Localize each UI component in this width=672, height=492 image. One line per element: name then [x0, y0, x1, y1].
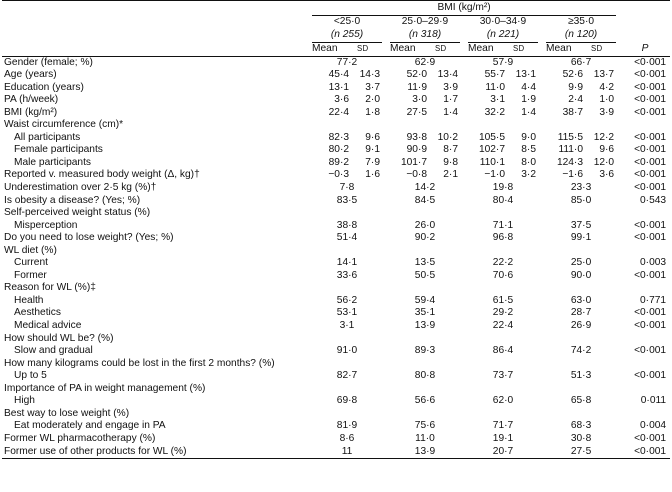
sd-cell: 7·9: [365, 156, 380, 168]
percent-cell: 11·0: [415, 432, 435, 444]
mean-cell: 11·0: [485, 81, 505, 93]
p-value-cell: 0·011: [640, 395, 667, 407]
percent-cell: 56·6: [414, 395, 436, 407]
mean-cell: −0·3: [328, 169, 349, 181]
table-row: [2, 94, 670, 107]
sd-cell: 1·0: [599, 94, 615, 106]
row-label: Current: [14, 257, 48, 269]
percent-cell: 59·4: [414, 294, 436, 306]
percent-cell: 82·7: [336, 370, 358, 382]
mean-cell: 32·2: [484, 106, 505, 118]
percent-cell: 11: [308, 446, 386, 459]
table-row: [2, 132, 670, 145]
table-row: [2, 107, 670, 120]
p-value-cell: <0·001: [634, 131, 667, 143]
percent-cell: 91·0: [336, 345, 358, 357]
table-row: [2, 446, 670, 459]
row-label: Medical advice: [14, 320, 82, 332]
mean-column-header: Mean: [386, 43, 431, 56]
percent-cell: 69·8: [336, 395, 358, 407]
sd-cell: 9·1: [365, 144, 380, 156]
percent-cell: 14·2: [414, 182, 436, 194]
sd-cell: 1·8: [365, 106, 380, 118]
row-label: WL diet (%): [4, 244, 57, 256]
p-value-cell: <0·001: [634, 345, 667, 357]
results-table: [2, 0, 670, 459]
percent-cell: 62·0: [492, 395, 514, 407]
mean-cell: 3·0: [412, 94, 427, 106]
row-label: High: [14, 395, 35, 407]
row-label: PA (h/week): [4, 94, 59, 106]
table-row: [2, 245, 670, 258]
sd-cell: 3·7: [365, 81, 380, 93]
sd-cell: 14·3: [359, 69, 380, 81]
percent-cell: 51·3: [570, 370, 592, 382]
bmi-group-header: [542, 16, 620, 43]
row-label: How many kilograms could be lost in the first 2 months? (%): [4, 357, 275, 369]
p-value-cell: <0·001: [634, 432, 667, 444]
row-label: Self-perceived weight status (%): [4, 207, 151, 219]
p-value-cell: <0·001: [634, 169, 667, 181]
mean-cell: 110·1: [479, 156, 505, 168]
mean-cell: 102·7: [478, 144, 505, 156]
table-row: [2, 157, 670, 170]
sd-cell: 13·4: [437, 69, 458, 81]
table-row: [2, 383, 670, 396]
percent-cell: 56·2: [336, 294, 358, 306]
percent-cell: 51·4: [336, 232, 358, 244]
table-row: [2, 270, 670, 283]
mean-cell: 52·0: [406, 69, 427, 81]
row-label: Eat moderately and engage in PA: [14, 420, 166, 432]
mean-cell: 11·9: [407, 81, 427, 93]
sd-cell: 3·9: [443, 81, 458, 93]
row-label: Age (years): [4, 69, 57, 81]
p-value-cell: <0·001: [634, 144, 667, 156]
sd-cell: 1·4: [521, 106, 536, 118]
row-label: Reported v. measured body weight (Δ, kg)†: [4, 169, 200, 181]
sd-cell: 4·4: [521, 81, 536, 93]
percent-cell: 26·9: [570, 320, 592, 332]
sd-cell: 3·9: [599, 106, 615, 118]
percent-cell: 85·0: [570, 194, 592, 206]
table-row: [2, 282, 670, 295]
p-value-cell: <0·001: [620, 446, 670, 459]
sd-cell: 8·5: [521, 144, 536, 156]
mean-cell: −1·6: [562, 169, 583, 181]
percent-cell: 13·9: [386, 446, 464, 459]
percent-cell: 19·8: [492, 182, 514, 194]
mean-cell: 80·2: [328, 144, 349, 156]
bmi-group-header: [308, 16, 386, 43]
sd-cell: 1·9: [521, 94, 536, 106]
p-value-cell: <0·001: [634, 94, 667, 106]
percent-cell: 84·5: [414, 194, 436, 206]
row-label: How should WL be? (%): [4, 332, 114, 344]
sd-column-header: SD: [353, 43, 386, 56]
percent-cell: 3·1: [339, 320, 355, 332]
percent-cell: 30·8: [570, 432, 592, 444]
table-row: [2, 182, 670, 195]
table-row: [2, 232, 670, 245]
row-label: Male participants: [14, 156, 92, 168]
mean-cell: 55·7: [484, 69, 505, 81]
table-row: [2, 257, 670, 270]
percent-cell: 90·2: [414, 232, 436, 244]
percent-cell: 90·0: [570, 269, 592, 281]
mean-cell: 124·3: [556, 156, 583, 168]
percent-cell: 29·2: [492, 307, 514, 319]
mean-cell: 105·5: [478, 131, 505, 143]
percent-cell: 61·5: [492, 294, 514, 306]
percent-cell: 86·4: [492, 345, 514, 357]
percent-cell: 68·3: [570, 420, 592, 432]
p-value-cell: 0·003: [640, 257, 667, 269]
mean-cell: 115·5: [557, 131, 583, 143]
table-row: [2, 69, 670, 82]
mean-cell: 45·4: [328, 69, 349, 81]
bmi-group-header: [464, 16, 542, 43]
p-value-cell: 0·543: [640, 194, 667, 206]
bmi-group-n: (n 318): [408, 28, 442, 40]
p-value-cell: 0·004: [640, 420, 667, 432]
percent-cell: 20·7: [464, 446, 542, 459]
percent-cell: 71·7: [492, 420, 514, 432]
mean-cell: 3·6: [334, 94, 349, 106]
table-row: [2, 207, 670, 220]
row-label: Former use of other products for WL (%): [2, 446, 308, 459]
table-row: [2, 119, 670, 132]
row-label: Education (years): [4, 81, 84, 93]
table-row: [2, 420, 670, 433]
percent-cell: 75·6: [414, 420, 436, 432]
p-value-cell: <0·001: [634, 307, 667, 319]
mean-column-header: Mean: [464, 43, 509, 56]
sd-cell: 12·2: [593, 131, 615, 143]
percent-cell: 25·0: [570, 257, 592, 269]
sd-cell: 10·2: [437, 131, 458, 143]
row-label: Reason for WL (%)‡: [4, 282, 96, 294]
percent-cell: 13·5: [414, 257, 436, 269]
mean-column-header: Mean: [308, 43, 353, 56]
mean-cell: 82·3: [328, 131, 349, 143]
percent-cell: 81·9: [336, 420, 358, 432]
table-row: [2, 307, 670, 320]
percent-cell: 23·3: [570, 182, 592, 194]
percent-cell: 83·5: [336, 194, 358, 206]
bmi-header: BMI (kg/m²): [308, 1, 620, 17]
percent-cell: 70·6: [492, 269, 514, 281]
percent-cell: 53·1: [336, 307, 358, 319]
table-row: [2, 345, 670, 358]
row-label: Misperception: [14, 219, 78, 231]
sd-cell: 1·6: [365, 169, 380, 181]
mean-cell: 2·4: [568, 94, 583, 106]
bmi-group-range: ≥35·0: [568, 16, 595, 27]
table-row: [2, 395, 670, 408]
sd-column-header: SD: [509, 43, 542, 56]
table-row: [2, 408, 670, 421]
mean-cell: 90·9: [406, 144, 427, 156]
row-label: Is obesity a disease? (Yes; %): [4, 194, 141, 206]
table-row: [2, 144, 670, 157]
bmi-group-range: <25·0: [333, 16, 361, 27]
percent-cell: 73·7: [492, 370, 514, 382]
sd-cell: 3·6: [599, 169, 615, 181]
p-value-cell: <0·001: [634, 182, 667, 194]
mean-cell: 38·7: [562, 106, 583, 118]
percent-cell: 27·5: [542, 446, 620, 459]
mean-cell: 89·2: [328, 156, 349, 168]
mean-cell: 22·4: [328, 106, 349, 118]
mean-cell: 3·1: [490, 94, 505, 106]
mean-cell: 93·8: [406, 131, 427, 143]
p-value-cell: <0·001: [634, 106, 667, 118]
percent-cell: 22·4: [492, 320, 514, 332]
percent-cell: 62·9: [414, 56, 436, 68]
sd-cell: 4·2: [599, 81, 615, 93]
sd-cell: 13·1: [515, 69, 536, 81]
percent-cell: 80·4: [492, 194, 514, 206]
percent-cell: 35·1: [414, 307, 436, 319]
percent-cell: 8·6: [339, 432, 355, 444]
mean-cell: 27·5: [406, 106, 427, 118]
p-value-cell: <0·001: [634, 370, 667, 382]
sd-cell: 8·7: [443, 144, 458, 156]
row-label: Former: [14, 269, 47, 281]
mean-cell: 13·1: [328, 81, 349, 93]
table-row: [2, 195, 670, 208]
sd-cell: 9·6: [365, 131, 380, 143]
row-label: Health: [14, 294, 44, 306]
row-label: Best way to lose weight (%): [4, 407, 130, 419]
table-row: [2, 56, 670, 69]
percent-cell: 22·2: [492, 257, 514, 269]
p-value-cell: <0·001: [634, 320, 667, 332]
sd-column-header: SD: [431, 43, 464, 56]
p-value-cell: <0·001: [634, 219, 667, 231]
p-value-cell: <0·001: [634, 56, 667, 68]
bmi-group-n: (n 255): [330, 28, 364, 40]
table-row: [2, 169, 670, 182]
mean-cell: 52·6: [562, 69, 583, 81]
percent-cell: 66·7: [570, 56, 592, 68]
row-label: Gender (female; %): [4, 56, 93, 68]
row-label: Female participants: [14, 144, 103, 156]
table-row: [2, 320, 670, 333]
table-row: [2, 295, 670, 308]
percent-cell: 14·1: [336, 257, 358, 269]
sd-cell: 12·0: [593, 156, 615, 168]
row-label: Do you need to lose weight? (Yes; %): [4, 232, 174, 244]
sd-column-header: SD: [587, 43, 620, 56]
mean-cell: 101·7: [400, 156, 427, 168]
row-label: BMI (kg/m²): [4, 106, 58, 118]
percent-cell: 63·0: [570, 294, 592, 306]
percent-cell: 71·1: [492, 219, 514, 231]
percent-cell: 57·9: [492, 56, 514, 68]
sd-cell: 9·8: [443, 156, 458, 168]
percent-cell: 74·2: [570, 345, 592, 357]
row-label: Up to 5: [14, 370, 47, 382]
percent-cell: 26·0: [414, 219, 436, 231]
percent-cell: 77·2: [336, 56, 358, 68]
mean-cell: 111·0: [558, 144, 583, 156]
p-value-cell: <0·001: [634, 269, 667, 281]
bmi-group-range: 30·0–34·9: [479, 16, 527, 27]
p-value-cell: <0·001: [634, 232, 667, 244]
row-label: Underestimation over 2·5 kg (%)†: [4, 182, 157, 194]
percent-cell: 96·8: [492, 232, 514, 244]
percent-cell: 13·9: [414, 320, 436, 332]
sd-cell: 2·0: [365, 94, 380, 106]
p-value-cell: <0·001: [634, 81, 667, 93]
bmi-group-header: [386, 16, 464, 43]
table-row: [2, 358, 670, 371]
mean-column-header: Mean: [542, 43, 587, 56]
bmi-group-range: 25·0–29·9: [401, 16, 449, 27]
percent-cell: 28·7: [570, 307, 592, 319]
percent-cell: 65·8: [570, 395, 592, 407]
table-row: [2, 82, 670, 95]
row-label: All participants: [14, 131, 81, 143]
percent-cell: 50·5: [414, 269, 436, 281]
table-row: [2, 370, 670, 383]
percent-cell: 37·5: [570, 219, 592, 231]
table-row: [2, 220, 670, 233]
sd-cell: 9·6: [599, 144, 615, 156]
percent-cell: 33·6: [336, 269, 358, 281]
percent-cell: 80·8: [414, 370, 436, 382]
row-label: Importance of PA in weight management (%): [4, 382, 206, 394]
p-value-cell: <0·001: [634, 69, 667, 81]
percent-cell: 19·1: [492, 432, 514, 444]
mean-cell: −0·8: [406, 169, 427, 181]
row-label: Aesthetics: [14, 307, 61, 319]
row-label: Former WL pharmacotherapy (%): [4, 432, 156, 444]
row-label: Slow and gradual: [14, 345, 93, 357]
percent-cell: 38·8: [336, 219, 358, 231]
p-column-header: P: [620, 43, 670, 56]
percent-cell: 89·3: [414, 345, 436, 357]
sd-cell: 1·4: [443, 106, 458, 118]
mean-cell: 9·9: [568, 81, 583, 93]
sd-cell: 3·2: [521, 169, 536, 181]
percent-cell: 99·1: [570, 232, 592, 244]
sd-cell: 9·0: [521, 131, 536, 143]
bmi-group-n: (n 120): [564, 28, 598, 40]
percent-cell: 7·8: [339, 182, 355, 194]
p-value-cell: <0·001: [634, 156, 667, 168]
sd-cell: 1·7: [443, 94, 458, 106]
bmi-group-n: (n 221): [486, 28, 520, 40]
mean-cell: −1·0: [484, 169, 505, 181]
p-value-cell: 0·771: [640, 294, 667, 306]
sd-cell: 2·1: [443, 169, 458, 181]
sd-cell: 13·7: [593, 69, 615, 81]
table-row: [2, 433, 670, 446]
table-row: [2, 333, 670, 346]
row-label: Waist circumference (cm)*: [4, 119, 124, 131]
sd-cell: 8·0: [521, 156, 536, 168]
